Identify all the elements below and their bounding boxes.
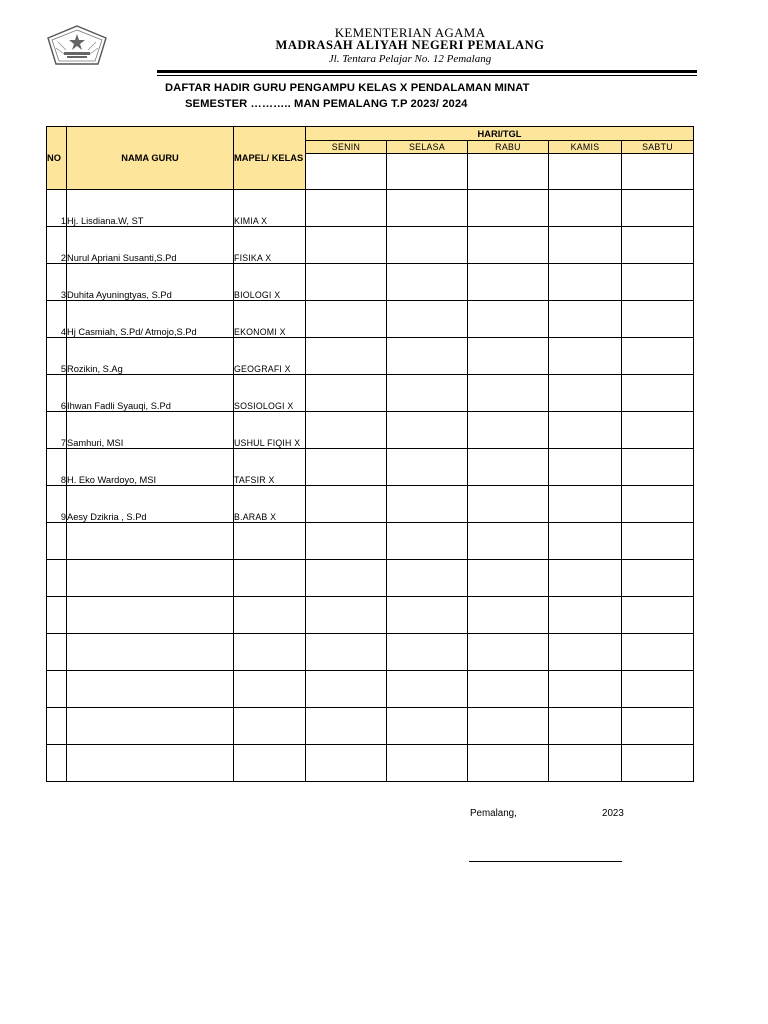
table-row [47, 523, 694, 560]
subject-class: FISIKA X [234, 227, 306, 264]
attendance-cell-kamis[interactable] [549, 634, 622, 671]
subject-class: USHUL FIQIH X [234, 412, 306, 449]
attendance-cell-kamis[interactable] [549, 301, 622, 338]
table-row [47, 449, 694, 486]
teacher-name [67, 597, 234, 634]
ministry-name: KEMENTERIAN AGAMA [334, 25, 486, 40]
date-cell-sabtu[interactable] [622, 154, 694, 190]
attendance-cell-sabtu[interactable] [622, 745, 694, 782]
attendance-cell-sabtu[interactable] [622, 634, 694, 671]
teacher-name: Ihwan Fadli Syauqi, S.Pd [67, 375, 234, 412]
attendance-cell-rabu[interactable] [468, 190, 549, 227]
attendance-cell-sabtu[interactable] [622, 227, 694, 264]
attendance-cell-senin[interactable] [306, 301, 387, 338]
attendance-cell-sabtu[interactable] [622, 264, 694, 301]
letterhead-rule-thin [157, 75, 697, 76]
attendance-cell-senin[interactable] [306, 190, 387, 227]
attendance-cell-sabtu[interactable] [622, 486, 694, 523]
teacher-name: Nurul Apriani Susanti,S.Pd [67, 227, 234, 264]
row-number [47, 745, 67, 782]
header-no: NO [47, 127, 67, 190]
attendance-cell-kamis[interactable] [549, 486, 622, 523]
teacher-name: Samhuri, MSI [67, 412, 234, 449]
attendance-table [46, 126, 694, 782]
attendance-cell-kamis[interactable] [549, 449, 622, 486]
table-row [47, 375, 694, 412]
row-number [47, 671, 67, 708]
attendance-cell-senin[interactable] [306, 412, 387, 449]
attendance-cell-senin[interactable] [306, 560, 387, 597]
attendance-cell-rabu[interactable] [468, 523, 549, 560]
table-row [47, 412, 694, 449]
teacher-name [67, 708, 234, 745]
attendance-cell-sabtu[interactable] [622, 301, 694, 338]
attendance-cell-rabu[interactable] [468, 338, 549, 375]
row-number: 6 [47, 375, 67, 412]
row-number [47, 560, 67, 597]
row-number: 7 [47, 412, 67, 449]
attendance-cell-selasa[interactable] [387, 597, 468, 634]
attendance-cell-sabtu[interactable] [622, 708, 694, 745]
attendance-cell-senin[interactable] [306, 486, 387, 523]
attendance-cell-selasa[interactable] [387, 523, 468, 560]
ministry-emblem-logo [44, 24, 110, 66]
table-row [47, 634, 694, 671]
attendance-cell-selasa[interactable] [387, 634, 468, 671]
row-number [47, 634, 67, 671]
row-number: 8 [47, 449, 67, 486]
attendance-cell-senin[interactable] [306, 227, 387, 264]
table-row [47, 671, 694, 708]
subject-class: KIMIA X [234, 190, 306, 227]
attendance-cell-rabu[interactable] [468, 671, 549, 708]
attendance-cell-rabu[interactable] [468, 449, 549, 486]
subject-class: GEOGRAFI X [234, 338, 306, 375]
attendance-cell-rabu[interactable] [468, 264, 549, 301]
attendance-cell-rabu[interactable] [468, 301, 549, 338]
attendance-cell-sabtu[interactable] [622, 671, 694, 708]
attendance-cell-senin[interactable] [306, 597, 387, 634]
attendance-cell-kamis[interactable] [549, 264, 622, 301]
header-day-selasa: SELASA [387, 141, 468, 154]
attendance-cell-rabu[interactable] [468, 745, 549, 782]
attendance-cell-rabu[interactable] [468, 597, 549, 634]
teacher-name [67, 634, 234, 671]
attendance-cell-kamis[interactable] [549, 375, 622, 412]
attendance-cell-kamis[interactable] [549, 597, 622, 634]
attendance-cell-kamis[interactable] [549, 708, 622, 745]
attendance-cell-sabtu[interactable] [622, 412, 694, 449]
table-row [47, 560, 694, 597]
attendance-cell-kamis[interactable] [549, 227, 622, 264]
table-row [47, 264, 694, 301]
attendance-cell-kamis[interactable] [549, 190, 622, 227]
row-number [47, 597, 67, 634]
attendance-cell-rabu[interactable] [468, 375, 549, 412]
subject-class: TAFSIR X [234, 449, 306, 486]
table-row [47, 190, 694, 227]
attendance-cell-selasa[interactable] [387, 338, 468, 375]
subject-class [234, 597, 306, 634]
teacher-name [67, 560, 234, 597]
row-number: 1 [47, 190, 67, 227]
attendance-cell-senin[interactable] [306, 671, 387, 708]
teacher-name [67, 523, 234, 560]
attendance-cell-sabtu[interactable] [622, 449, 694, 486]
table-row [47, 745, 694, 782]
attendance-cell-rabu[interactable] [468, 634, 549, 671]
attendance-cell-rabu[interactable] [468, 486, 549, 523]
signature-line [469, 861, 622, 862]
attendance-cell-sabtu[interactable] [622, 560, 694, 597]
attendance-cell-selasa[interactable] [387, 560, 468, 597]
attendance-cell-selasa[interactable] [387, 264, 468, 301]
row-number: 5 [47, 338, 67, 375]
attendance-cell-rabu[interactable] [468, 708, 549, 745]
school-address: Jl. Tentara Pelajar No. 12 Pemalang [328, 53, 492, 65]
document-title: DAFTAR HADIR GURU PENGAMPU KELAS X PENDALAMAN MINAT [165, 82, 530, 94]
header-mapel: MAPEL/ KELAS [234, 127, 306, 190]
teacher-name: Hj Casmiah, S.Pd/ Atmojo,S.Pd [67, 301, 234, 338]
attendance-cell-selasa[interactable] [387, 671, 468, 708]
signature-place: Pemalang, [470, 808, 517, 819]
subject-class [234, 560, 306, 597]
attendance-cell-selasa[interactable] [387, 449, 468, 486]
attendance-cell-senin[interactable] [306, 745, 387, 782]
date-cell-senin[interactable] [306, 154, 387, 190]
row-number [47, 523, 67, 560]
attendance-cell-rabu[interactable] [468, 227, 549, 264]
attendance-cell-selasa[interactable] [387, 301, 468, 338]
attendance-cell-selasa[interactable] [387, 190, 468, 227]
table-row [47, 597, 694, 634]
attendance-cell-senin[interactable] [306, 708, 387, 745]
attendance-cell-selasa[interactable] [387, 745, 468, 782]
row-number: 9 [47, 486, 67, 523]
attendance-cell-kamis[interactable] [549, 338, 622, 375]
subject-class: B.ARAB X [234, 486, 306, 523]
subject-class [234, 671, 306, 708]
attendance-cell-sabtu[interactable] [622, 375, 694, 412]
header-hari-tgl: HARI/TGL [306, 127, 694, 141]
attendance-cell-kamis[interactable] [549, 671, 622, 708]
school-name: MADRASAH ALIYAH NEGERI PEMALANG [275, 38, 545, 52]
table-row [47, 486, 694, 523]
letterhead-rule-thick [157, 70, 697, 73]
teacher-name: Hj. Lisdiana.W, ST [67, 190, 234, 227]
attendance-cell-senin[interactable] [306, 375, 387, 412]
attendance-cell-senin[interactable] [306, 634, 387, 671]
attendance-cell-sabtu[interactable] [622, 190, 694, 227]
attendance-cell-senin[interactable] [306, 338, 387, 375]
header-day-senin: SENIN [306, 141, 387, 154]
row-number: 4 [47, 301, 67, 338]
date-cell-kamis[interactable] [549, 154, 622, 190]
subject-class [234, 708, 306, 745]
header-name: NAMA GURU [67, 127, 234, 190]
header-day-rabu: RABU [468, 141, 549, 154]
attendance-cell-kamis[interactable] [549, 560, 622, 597]
attendance-cell-senin[interactable] [306, 264, 387, 301]
attendance-cell-kamis[interactable] [549, 523, 622, 560]
attendance-cell-senin[interactable] [306, 449, 387, 486]
row-number: 3 [47, 264, 67, 301]
attendance-cell-sabtu[interactable] [622, 597, 694, 634]
date-cell-selasa[interactable] [387, 154, 468, 190]
attendance-cell-selasa[interactable] [387, 412, 468, 449]
subject-class [234, 634, 306, 671]
teacher-name [67, 671, 234, 708]
subject-class [234, 745, 306, 782]
subject-class: SOSIOLOGI X [234, 375, 306, 412]
header-day-sabtu: SABTU [622, 141, 694, 154]
date-cell-rabu[interactable] [468, 154, 549, 190]
attendance-cell-selasa[interactable] [387, 375, 468, 412]
teacher-name: Aesy Dzikria , S.Pd [67, 486, 234, 523]
attendance-cell-selasa[interactable] [387, 708, 468, 745]
header-day-kamis: KAMIS [549, 141, 622, 154]
subject-class: EKONOMI X [234, 301, 306, 338]
teacher-name: Rozikin, S.Ag [67, 338, 234, 375]
teacher-name: H. Eko Wardoyo, MSI [67, 449, 234, 486]
attendance-cell-rabu[interactable] [468, 560, 549, 597]
attendance-cell-sabtu[interactable] [622, 338, 694, 375]
row-number [47, 708, 67, 745]
table-row [47, 301, 694, 338]
subject-class [234, 523, 306, 560]
teacher-name [67, 745, 234, 782]
teacher-name: Duhita Ayuningtyas, S.Pd [67, 264, 234, 301]
attendance-cell-kamis[interactable] [549, 745, 622, 782]
attendance-cell-senin[interactable] [306, 523, 387, 560]
attendance-cell-kamis[interactable] [549, 412, 622, 449]
attendance-cell-selasa[interactable] [387, 227, 468, 264]
table-row [47, 338, 694, 375]
attendance-cell-rabu[interactable] [468, 412, 549, 449]
row-number: 2 [47, 227, 67, 264]
subject-class: BIOLOGI X [234, 264, 306, 301]
attendance-cell-sabtu[interactable] [622, 523, 694, 560]
table-row [47, 227, 694, 264]
document-subtitle: SEMESTER ……….. MAN PEMALANG T.P 2023/ 2024 [185, 98, 468, 110]
table-row [47, 708, 694, 745]
signature-year: 2023 [602, 808, 624, 819]
attendance-cell-selasa[interactable] [387, 486, 468, 523]
